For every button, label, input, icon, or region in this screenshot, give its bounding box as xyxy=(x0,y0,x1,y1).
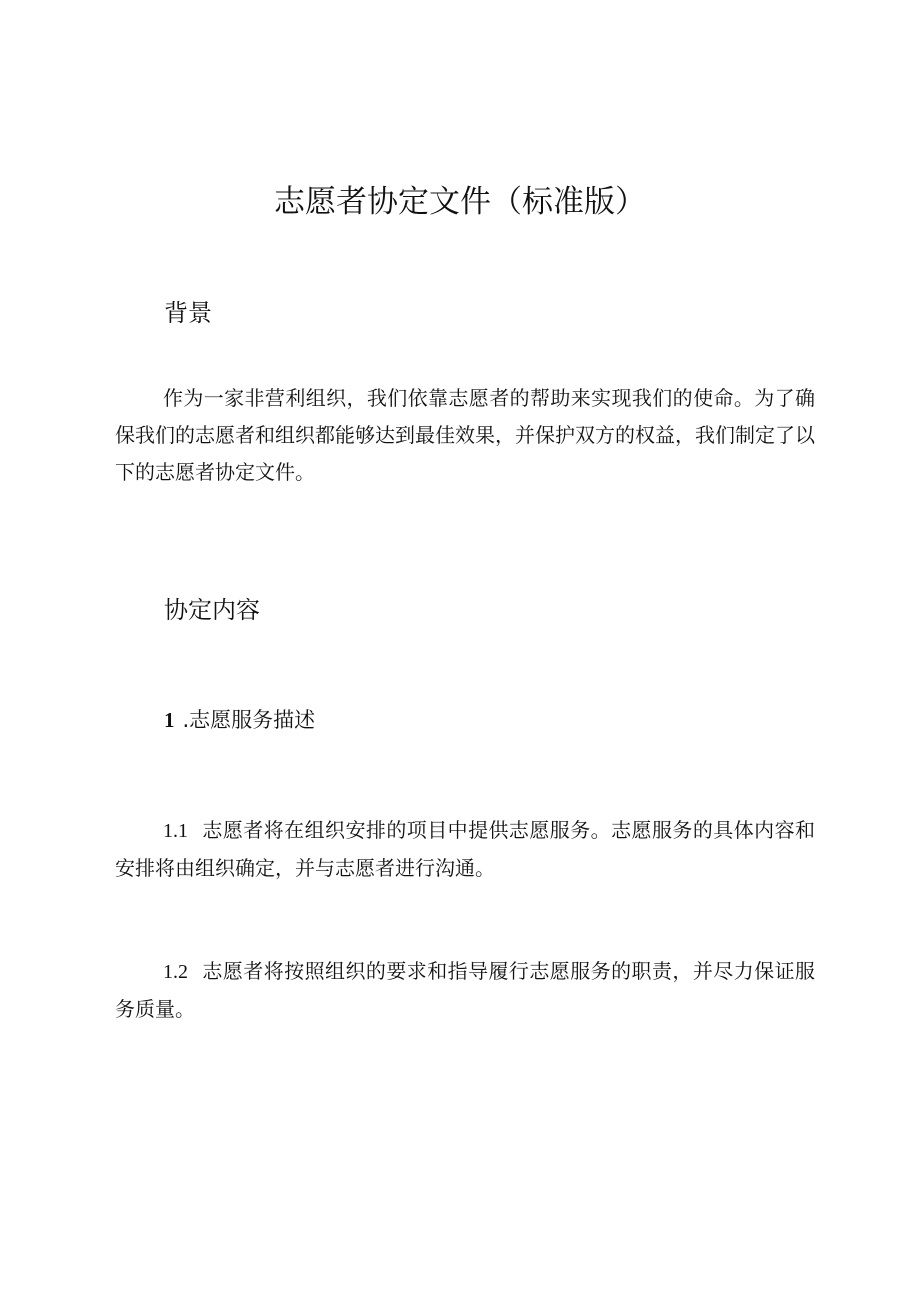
clause-number: 1.1 xyxy=(163,820,188,842)
clause-number: 1.2 xyxy=(163,961,188,983)
item-title: .志愿服务描述 xyxy=(182,708,316,732)
clause-1-2 xyxy=(115,953,815,1028)
section-heading-agreement: 协定内容 xyxy=(164,596,260,624)
document-title: 志愿者协定文件（标准版） xyxy=(274,184,646,220)
clause-text: 志愿者将按照组织的要求和指导履行志愿服务的职责，并尽力保证服务质量。 xyxy=(115,959,815,1021)
clause-text: 志愿者将在组织安排的项目中提供志愿服务。志愿服务的具体内容和安排将由组织确定，并与志愿者进行沟通。 xyxy=(115,818,815,880)
section-heading-background: 背景 xyxy=(164,299,212,327)
clause-1-1 xyxy=(115,812,815,887)
item-heading-service-description xyxy=(164,704,315,736)
item-number: 1 xyxy=(164,708,175,732)
background-paragraph: 作为一家非营利组织，我们依靠志愿者的帮助来实现我们的使命。为了确保我们的志愿者和组织都能够达到最佳效果，并保护双方的权益，我们制定了以下的志愿者协定文件。 xyxy=(115,386,815,484)
